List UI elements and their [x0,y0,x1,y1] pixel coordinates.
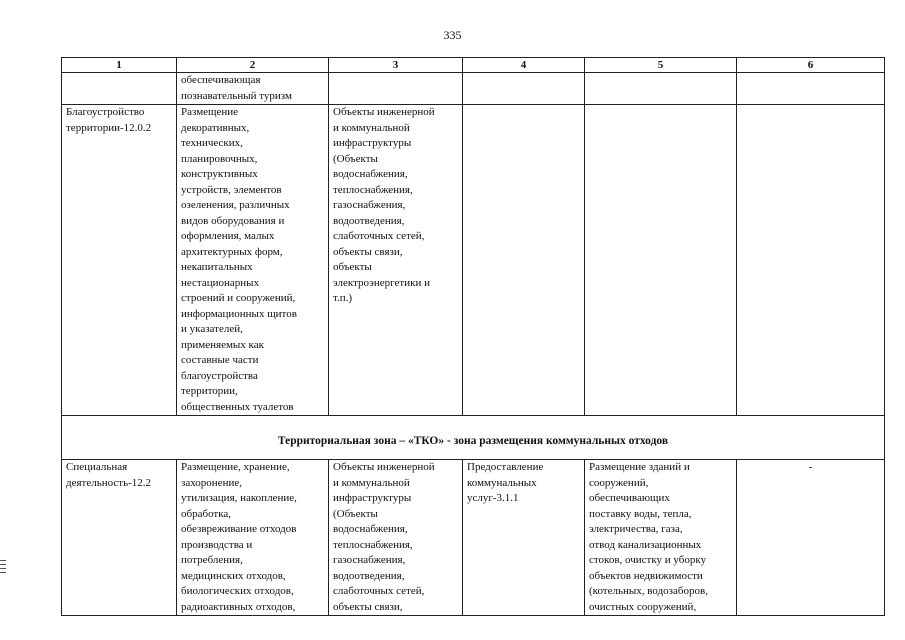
table-cell [585,73,737,105]
table-cell [737,73,885,105]
page-number: 335 [443,28,462,42]
table-row [62,105,885,416]
scan-edge-mark [0,560,6,582]
table-header-row [62,58,885,73]
table-row [62,460,885,616]
column-header: 2 [177,58,329,73]
zone-title: Территориальная зона – «ТКО» - зона размещения коммунальных отходов [62,416,885,460]
column-header: 1 [62,58,177,73]
table-cell: Объекты инженерной и коммунальной инфраструктуры (Объекты водоснабжения, теплоснабжения, газоснабжения, водоотведения, слаботочных сетей, объекты связи, объекты электроэнергетики и т.п.) [329,105,463,416]
table-cell: обеспечивающая познавательный туризм [177,73,329,105]
table-cell: Благоустройство территории-12.0.2 [62,105,177,416]
table-row [62,73,885,105]
table-cell: Специальная деятельность-12.2 [62,460,177,616]
table-cell [329,73,463,105]
zone-header-row [62,416,885,460]
table-cell [62,73,177,105]
table-cell: - [737,460,885,616]
column-header: 4 [463,58,585,73]
zoning-table [61,57,885,616]
table-cell: Размещение декоративных, технических, планировочных, конструктивных устройств, элементов озеленения, различных видов оборудования и оформления, малых архитектурных форм, некапитальных нестационарных строений и сооружений, информационных щитов и указателей, применяемых как составные части благоустройства территории, общественных туалетов [177,105,329,416]
table-cell: Размещение, хранение, захоронение, утилизация, накопление, обработка, обезвреживание отходов производства и потребления, медицинских отходов, биологических отходов, радиоактивных отходов, [177,460,329,616]
table-cell [585,105,737,416]
table-cell: Объекты инженерной и коммунальной инфраструктуры (Объекты водоснабжения, теплоснабжения, газоснабжения, водоотведения, слаботочных сетей, объекты связи, [329,460,463,616]
table-cell: Размещение зданий и сооружений, обеспечивающих поставку воды, тепла, электричества, газа, отвод канализационных стоков, очистку и уборку объектов недвижимости (котельных, водозаборов, очистных сооружений, [585,460,737,616]
table-cell [737,105,885,416]
table-cell: Предоставление коммунальных услуг-3.1.1 [463,460,585,616]
column-header: 6 [737,58,885,73]
column-header: 5 [585,58,737,73]
table-cell [463,105,585,416]
column-header: 3 [329,58,463,73]
table-cell [463,73,585,105]
